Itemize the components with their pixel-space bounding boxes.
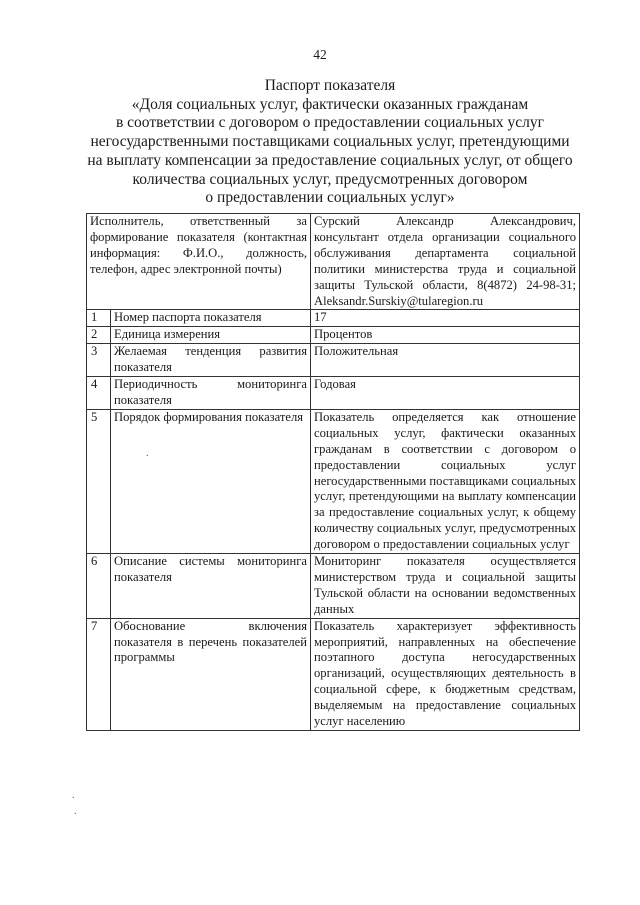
row-name: Порядок формирования показателя [111, 409, 311, 553]
row-value: Процентов [311, 327, 580, 344]
row-value: Мониторинг показателя осуществляется министерством труда и социальной защиты Тульской области на основании ведомственных данных [311, 554, 580, 619]
table-row [87, 409, 580, 553]
row-name: Единица измерения [111, 327, 311, 344]
scan-speck: . [72, 790, 75, 801]
executor-value: Сурский Александр Александрович, консультант отдела организации социального обслуживания департамента социальной политики министерства труда и социальной защиты Тульской области, 8(4872) 24-98-31; Aleksandr.Surskiy@tularegion.ru [311, 214, 580, 310]
row-value: Положительная [311, 344, 580, 377]
title-line: в соответствии с договором о предоставлении социальных услуг [115, 114, 545, 132]
row-value: Показатель определяется как отношение социальных услуг, фактически оказанных гражданам в соответствии с договором о предоставлении социальных услуг негосударственными поставщиками социальных услуг, претендующими на выплату компенсации за предоставление социальных услуг, к общему количеству социальных услуг, предусмотренных договором о предоставлении социальных услуг [311, 409, 580, 553]
table-row [87, 310, 580, 327]
executor-label: Исполнитель, ответственный за формирование показателя (контактная информация: Ф.И.О., должность, телефон, адрес электронной почты) [87, 214, 311, 310]
table-row [87, 327, 580, 344]
scan-speck: . [146, 448, 149, 459]
title-line: негосударственными поставщиками социальных услуг, претендующими [90, 133, 570, 151]
row-number: 2 [87, 327, 111, 344]
row-number: 4 [87, 377, 111, 410]
table-row [87, 554, 580, 619]
page-number: 42 [313, 47, 327, 62]
table-row [87, 377, 580, 410]
title-line: о предоставлении социальных услуг» [205, 189, 455, 207]
table-row [87, 618, 580, 730]
title-line: количества социальных услуг, предусмотренных договором [132, 170, 528, 188]
row-name: Периодичность мониторинга показателя [111, 377, 311, 410]
row-name: Номер паспорта показателя [111, 310, 311, 327]
row-number: 3 [87, 344, 111, 377]
row-value: Годовая [311, 377, 580, 410]
title-line: «Доля социальных услуг, фактически оказанных гражданам [131, 95, 529, 113]
indicator-passport-table [86, 213, 580, 731]
scan-speck: . [74, 806, 77, 817]
row-number: 6 [87, 554, 111, 619]
row-name: Описание системы мониторинга показателя [111, 554, 311, 619]
row-number: 7 [87, 618, 111, 730]
table-row [87, 344, 580, 377]
row-number: 1 [87, 310, 111, 327]
row-name: Обоснование включения показателя в перечень показателей программы [111, 618, 311, 730]
row-name: Желаемая тенденция развития показателя [111, 344, 311, 377]
title-line: Паспорт показателя [264, 77, 396, 94]
row-number: 5 [87, 409, 111, 553]
row-value: Показатель характеризует эффективность мероприятий, направленных на обеспечение поэтапного доступа негосударственных организаций, осуществляющих деятельность в социальной сфере, к бюджетным средствам, выделяемым на предоставление социальных услуг населению [311, 618, 580, 730]
table-row-executor [87, 214, 580, 310]
document-title [70, 77, 590, 208]
title-line: на выплату компенсации за предоставление социальных услуг, от общего [87, 151, 573, 169]
row-value: 17 [311, 310, 580, 327]
